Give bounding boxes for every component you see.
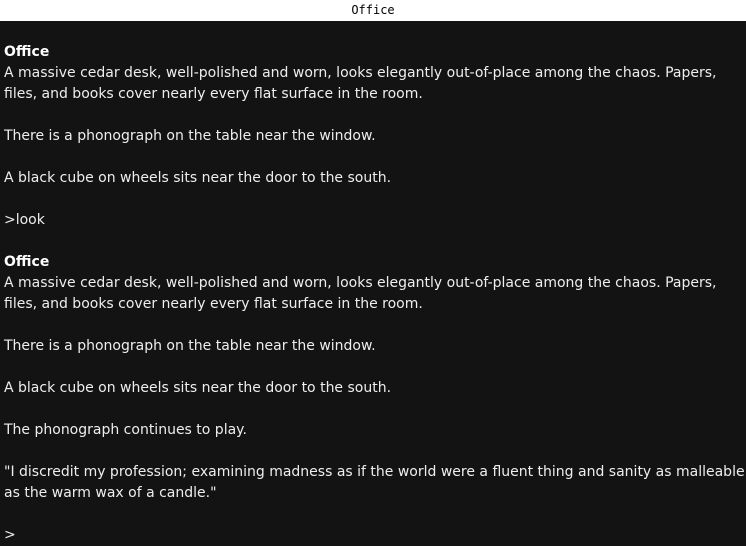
phonograph-status: The phonograph continues to play. xyxy=(4,422,247,438)
player-command: >look xyxy=(4,212,45,228)
status-bar xyxy=(0,0,746,21)
room-description-2: A massive cedar desk, well-polished and worn, looks elegantly out-of-place among the chaos. Papers, files, and books cover nearly every flat surface in the room. xyxy=(4,275,721,312)
command-input[interactable] xyxy=(16,525,716,546)
command-prompt-line[interactable] xyxy=(4,525,746,546)
status-location: Office xyxy=(351,3,395,17)
phonograph-quote: "I discredit my profession; examining madness as if the world were a fluent thing and sanity as malleable as the warm wax of a candle." xyxy=(4,464,745,501)
object-phonograph-line: There is a phonograph on the table near the window. xyxy=(4,128,376,144)
room-title-2: Office xyxy=(4,254,50,270)
room-title: Office xyxy=(4,44,50,60)
object-cube-line: A black cube on wheels sits near the door to the south. xyxy=(4,170,392,186)
prompt-symbol: > xyxy=(4,527,16,543)
room-description: A massive cedar desk, well-polished and worn, looks elegantly out-of-place among the chaos. Papers, files, and books cover nearly every flat surface in the room. xyxy=(4,65,721,102)
object-phonograph-line-2: There is a phonograph on the table near the window. xyxy=(4,338,376,354)
object-cube-line-2: A black cube on wheels sits near the door to the south. xyxy=(4,380,392,396)
game-transcript xyxy=(0,21,746,546)
